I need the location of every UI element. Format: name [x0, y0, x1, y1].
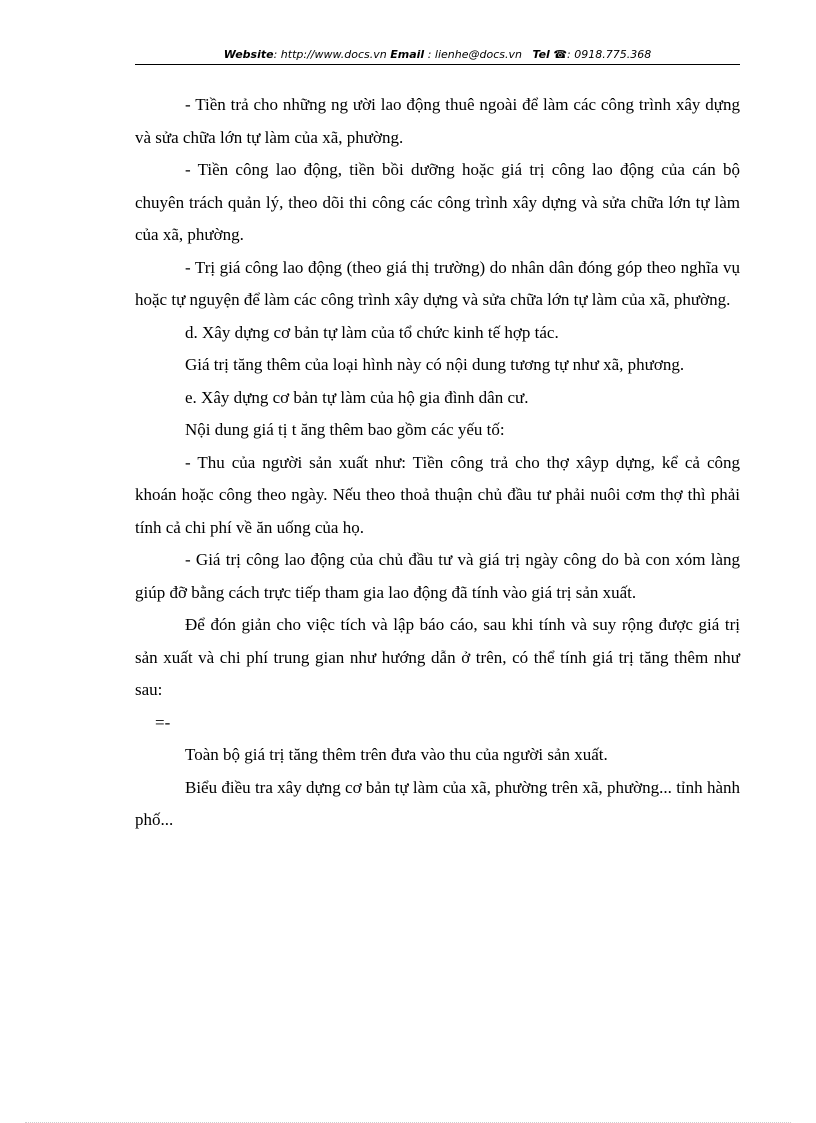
email-value: : lienhe@docs.vn	[424, 48, 522, 61]
paragraph: - Tiền công lao động, tiền bồi dưỡng hoặc giá trị công lao động của cán bộ chuyên trách quản lý, theo dõi thi công các công trình xây dựng và sửa chữa lớn tự làm của xã, phường.	[135, 160, 740, 244]
paragraph: Để đón giản cho việc tích và lập báo cáo, sau khi tính và suy rộng được giá trị sản xuất và chi phí trung gian như hướng dẫn ở trên, có thể tính giá trị tăng thêm như sau:	[135, 615, 740, 699]
paragraph: Biểu điều tra xây dựng cơ bản tự làm của xã, phường trên xã, phường... tỉnh hành phố...	[135, 777, 740, 829]
section-heading-d: d. Xây dựng cơ bản tự làm của tổ chức kinh tế hợp tác.	[185, 322, 559, 342]
section-heading-e: e. Xây dựng cơ bản tự làm của hộ gia đình dân cư.	[185, 387, 529, 407]
paragraph: Toàn bộ giá trị tăng thêm trên đưa vào thu của người sản xuất.	[185, 745, 608, 764]
phone-icon: ☎	[553, 48, 568, 61]
paragraph: - Tiền trả cho những ng ười lao động thuê ngoài để làm các công trình xây dựng và sửa chữa lớn tự làm của xã, phường.	[135, 95, 740, 147]
website-label: Website	[223, 48, 274, 61]
paragraph: - Thu của người sản xuất như: Tiền công trả cho thợ xâyp dựng, kể cả công khoán hoặc công theo ngày. Nếu theo thoả thuận chủ đầu tư phải nuôi cơm thợ thì phải tính cả chi phí về ăn uống của họ.	[135, 452, 740, 537]
website-value: : http://www.docs.vn	[273, 48, 387, 61]
formula-line: =-	[155, 712, 171, 732]
email-label: Email	[390, 48, 425, 61]
page-header	[135, 48, 740, 65]
paragraph: Giá trị tăng thêm của loại hình này có nội dung tương tự như xã, phương.	[185, 355, 685, 374]
tel-label: Tel	[532, 48, 550, 61]
document-body	[135, 89, 740, 837]
paragraph: Nội dung giá tị t ăng thêm bao gồm các yếu tố:	[185, 420, 505, 439]
paragraph: - Giá trị công lao động của chủ đầu tư và giá trị ngày công do bà con xóm làng giúp đỡ bằng cách trực tiếp tham gia lao động đã tính vào giá trị sản xuất.	[135, 550, 740, 602]
tel-value: : 0918.775.368	[567, 48, 652, 61]
paragraph: - Trị giá công lao động (theo giá thị trường) do nhân dân đóng góp theo nghĩa vụ hoặc tự nguyện để làm các công trình xây dựng và sửa chữa lớn tự làm của xã, phường.	[135, 257, 740, 309]
